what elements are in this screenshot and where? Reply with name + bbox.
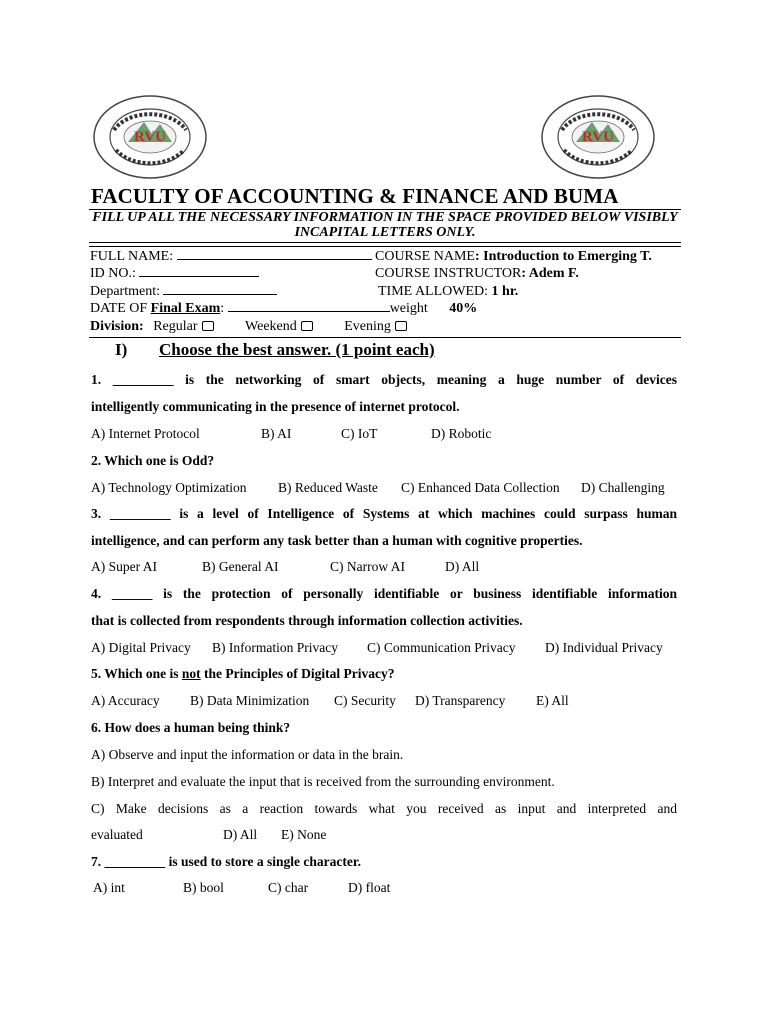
- question-5-prefix: 5. Which one is: [91, 666, 182, 681]
- date-value: Final Exam: [150, 301, 221, 316]
- option-d[interactable]: D) float: [348, 880, 391, 895]
- date-colon: :: [220, 301, 225, 316]
- option-c[interactable]: C) char: [268, 880, 309, 895]
- svg-text:RVU: RVU: [134, 129, 166, 145]
- section-heading: [115, 340, 435, 360]
- option-b[interactable]: B) AI: [261, 426, 292, 441]
- weekend-checkbox[interactable]: [301, 321, 313, 331]
- question-6-option-a[interactable]: A) Observe and input the information or data in the brain.: [91, 747, 404, 762]
- question-4-line-2: that is collected from respondents through information collection activities.: [91, 613, 523, 628]
- question-6-option-c[interactable]: C) Make decisions as a reaction towards what you received as input and interpreted and: [91, 801, 677, 816]
- option-b[interactable]: B) Information Privacy: [212, 640, 338, 655]
- id-label: ID NO.:: [90, 266, 136, 281]
- course-name-value: : Introduction to Emerging T.: [474, 249, 652, 264]
- option-e[interactable]: E) None: [281, 827, 327, 842]
- university-seal-icon: [540, 94, 656, 180]
- question-1-line-2: intelligently communicating in the presence of internet protocol.: [91, 399, 460, 414]
- question-3-line-2: intelligence, and can perform any task better than a human with cognitive properties.: [91, 533, 583, 548]
- full-name-blank[interactable]: [177, 248, 372, 260]
- question-6: 6. How does a human being think?: [91, 720, 291, 735]
- department-label: Department:: [90, 284, 160, 299]
- id-field[interactable]: [90, 265, 259, 282]
- division-regular-label: Regular: [153, 319, 198, 334]
- question-5: [91, 665, 677, 682]
- option-c[interactable]: C) Communication Privacy: [367, 640, 516, 655]
- option-c[interactable]: C) IoT: [341, 426, 378, 441]
- instruction-line-1: FILL UP ALL THE NECESSARY INFORMATION IN THE SPACE PROVIDED BELOW VISIBLY: [92, 210, 678, 225]
- question-5-not: not: [181, 666, 201, 681]
- question-4-line-1: 4. ______ is the protection of personally identifiable or business identifiable information: [91, 586, 677, 601]
- division-field: [90, 318, 407, 335]
- question-2: 2. Which one is Odd?: [91, 453, 215, 468]
- time-value: 1 hr.: [491, 284, 519, 299]
- section-title: Choose the best answer. (1 point each): [159, 340, 435, 359]
- question-5-suffix: the Principles of Digital Privacy?: [200, 666, 395, 681]
- university-seal-icon: [92, 94, 208, 180]
- division-evening-label: Evening: [344, 319, 391, 334]
- divider: [89, 337, 681, 338]
- question-3-line-1: 3. _________ is a level of Intelligence of Systems at which machines could surpass human: [91, 506, 677, 521]
- division-weekend-label: Weekend: [245, 319, 297, 334]
- option-d[interactable]: D) All: [223, 827, 258, 842]
- option-d[interactable]: D) Robotic: [431, 426, 492, 441]
- option-b[interactable]: B) Data Minimization: [190, 693, 310, 708]
- instructor-value: : Adem F.: [521, 266, 579, 281]
- question-1-line-1: 1. _________ is the networking of smart objects, meaning a huge number of devices: [91, 372, 677, 387]
- department-blank[interactable]: [163, 283, 277, 295]
- faculty-title: FACULTY OF ACCOUNTING & FINANCE AND BUMA: [91, 184, 619, 208]
- divider: [89, 242, 681, 243]
- option-b[interactable]: B) Reduced Waste: [278, 480, 378, 495]
- division-label: Division:: [90, 319, 144, 334]
- option-a[interactable]: A) Super AI: [91, 559, 157, 574]
- divider: [89, 246, 681, 247]
- date-blank[interactable]: [228, 300, 390, 312]
- instructor-label: COURSE INSTRUCTOR: [375, 266, 522, 281]
- department-field[interactable]: [90, 283, 277, 300]
- course-instructor: [375, 265, 579, 282]
- option-b[interactable]: B) General AI: [202, 559, 279, 574]
- option-c[interactable]: C) Enhanced Data Collection: [401, 480, 560, 495]
- id-blank[interactable]: [139, 265, 259, 277]
- university-logo-left: [92, 94, 208, 180]
- option-d[interactable]: D) Individual Privacy: [545, 640, 663, 655]
- question-6-option-b[interactable]: B) Interpret and evaluate the input that is received from the surrounding environment.: [91, 774, 555, 789]
- option-d[interactable]: D) Challenging: [581, 480, 665, 495]
- evening-checkbox[interactable]: [395, 321, 407, 331]
- time-allowed: [378, 283, 518, 300]
- option-a[interactable]: A) Accuracy: [91, 693, 160, 708]
- weight-label: weight: [389, 301, 428, 316]
- option-a[interactable]: A) Technology Optimization: [91, 480, 247, 495]
- option-d[interactable]: D) All: [445, 559, 480, 574]
- option-a[interactable]: A) Internet Protocol: [91, 426, 200, 441]
- option-a[interactable]: A) int: [93, 880, 125, 895]
- option-a[interactable]: A) Digital Privacy: [91, 640, 191, 655]
- svg-text:RVU: RVU: [582, 129, 614, 145]
- option-e[interactable]: E) All: [536, 693, 569, 708]
- time-label: TIME ALLOWED:: [378, 284, 492, 299]
- option-c[interactable]: C) Security: [334, 693, 396, 708]
- date-label: DATE OF: [90, 301, 148, 316]
- full-name-label: FULL NAME:: [90, 249, 174, 264]
- full-name-field[interactable]: [90, 248, 372, 265]
- weight-value: 40%: [449, 301, 478, 316]
- section-number: I): [115, 340, 128, 359]
- option-c-continued[interactable]: evaluated: [91, 827, 143, 842]
- course-name: [375, 248, 652, 265]
- university-logo-right: [540, 94, 656, 180]
- option-b[interactable]: B) bool: [183, 880, 224, 895]
- option-d[interactable]: D) Transparency: [415, 693, 506, 708]
- fill-instruction: [89, 211, 681, 240]
- option-c[interactable]: C) Narrow AI: [330, 559, 405, 574]
- regular-checkbox[interactable]: [202, 321, 214, 331]
- instruction-line-2: INCAPITAL LETTERS ONLY.: [294, 224, 476, 240]
- date-field[interactable]: [90, 300, 477, 317]
- question-7: 7. _________ is used to store a single character.: [91, 854, 361, 869]
- course-name-label: COURSE NAME: [375, 249, 475, 264]
